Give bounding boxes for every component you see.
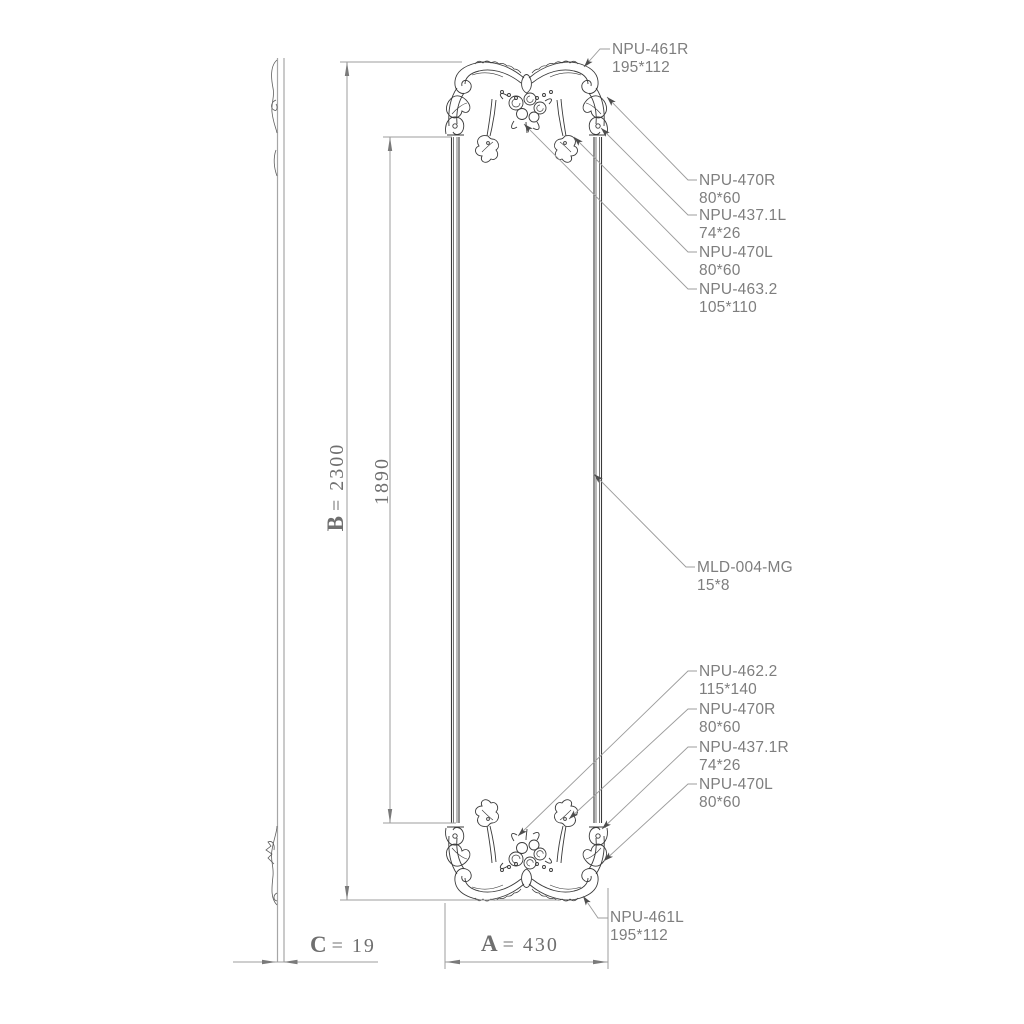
part-size: 80*60	[699, 793, 741, 811]
part-name: NPU-437.1L	[699, 207, 787, 224]
front-view	[446, 61, 608, 901]
dimension-1890-value: 1890	[371, 457, 393, 505]
part-label-npu-470l-top	[699, 244, 773, 279]
part-label-npu-462-2	[699, 663, 777, 698]
top-ornament	[446, 61, 608, 162]
leader-line-npu470l-top	[574, 137, 697, 252]
left-molding-lines	[452, 137, 460, 823]
part-label-npu-470r-top	[699, 172, 776, 207]
side-view-bottom-ornament-profile	[266, 826, 277, 905]
part-size: 74*26	[699, 224, 741, 242]
dimension-b-letter: B	[323, 514, 348, 532]
part-name: NPU-463.2	[699, 281, 778, 298]
leader-line-npu470r-bottom	[569, 709, 697, 819]
part-name: NPU-470R	[699, 701, 776, 718]
dimension-c-value: = 19	[331, 935, 376, 957]
part-label-npu-437-1r	[699, 739, 789, 774]
part-size: 195*112	[612, 58, 671, 76]
part-size: 80*60	[699, 718, 741, 736]
part-name: NPU-462.2	[699, 663, 778, 680]
side-view-top-ornament-profile	[272, 60, 278, 176]
dimension-lines	[233, 62, 608, 969]
dimension-b-value: = 2300	[326, 442, 348, 511]
part-name: NPU-470L	[699, 244, 773, 261]
part-label-npu-470l-bottom	[699, 776, 773, 811]
part-name: NPU-461R	[612, 41, 689, 58]
part-size: 195*112	[610, 926, 669, 944]
leader-line-npu4622	[518, 671, 697, 836]
part-size: 74*26	[699, 756, 741, 774]
part-size: 80*60	[699, 261, 741, 279]
part-label-mld-004-mg	[697, 559, 793, 594]
part-name: NPU-461L	[610, 909, 684, 926]
dimension-c-text	[310, 932, 376, 958]
part-label-npu-461l	[610, 909, 684, 944]
leader-line-npu4632	[524, 124, 697, 289]
part-label-npu-470r-bottom	[699, 701, 776, 736]
leader-line-npu461r	[584, 49, 610, 67]
leader-line-npu461l	[583, 896, 608, 918]
dimension-a-text	[481, 931, 559, 957]
leader-line-npu4371l	[601, 128, 697, 215]
part-label-npu-461r	[612, 41, 689, 76]
part-size: 15*8	[697, 576, 730, 594]
part-label-npu-437-1l	[699, 207, 786, 242]
bottom-ornament	[446, 800, 608, 901]
dimension-b-text	[323, 412, 351, 562]
part-name: NPU-437.1R	[699, 739, 789, 756]
leader-line-mld004	[594, 474, 695, 567]
part-name: NPU-470L	[699, 776, 773, 793]
part-name: MLD-004-MG	[697, 559, 793, 576]
side-view	[266, 58, 284, 962]
leader-line-npu470r-top	[607, 97, 697, 180]
leader-lines	[518, 49, 697, 918]
part-size: 105*110	[699, 298, 758, 316]
leader-line-npu4371r	[602, 747, 697, 829]
dimension-1890-text	[371, 449, 397, 513]
part-size: 115*140	[699, 680, 758, 698]
dimension-c-letter: C	[310, 932, 328, 957]
dimension-a-letter: A	[481, 931, 499, 956]
part-name: NPU-470R	[699, 172, 776, 189]
part-size: 80*60	[699, 189, 741, 207]
part-label-npu-463-2	[699, 281, 777, 316]
dimension-a-value: = 430	[502, 934, 559, 956]
leader-line-npu470l-bottom	[604, 784, 697, 861]
dimension-arrowheads	[262, 62, 607, 964]
